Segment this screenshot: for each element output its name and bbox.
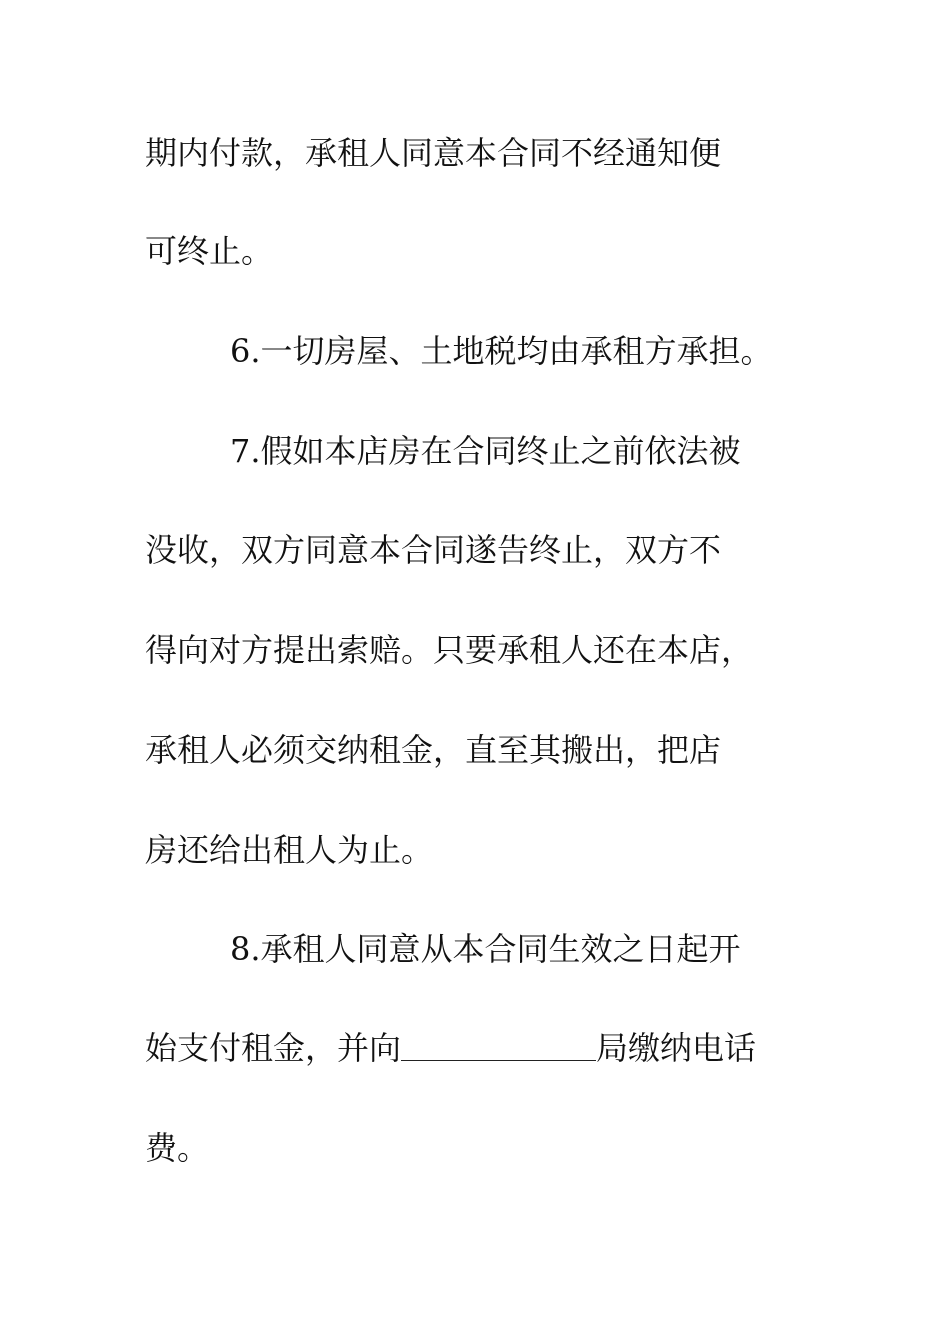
clause-7-line-3: 得向对方提出索赔。只要承租人还在本店， [145, 631, 754, 669]
paragraph-line-2: 可终止。 [145, 232, 274, 270]
clause-8-text-before-blank: 始支付租金，并向 [145, 1029, 402, 1067]
clause-7-line-4: 承租人必须交纳租金，直至其搬出，把店 [145, 731, 722, 769]
fill-in-blank [401, 1032, 596, 1061]
clause-6-line-1: 6.一切房屋、土地税均由承租方承担。 [230, 332, 773, 370]
paragraph-line-1: 期内付款，承租人同意本合同不经通知便 [145, 134, 722, 172]
clause-7-line-5: 房还给出租人为止。 [145, 831, 434, 869]
clause-8-line-3: 费。 [145, 1129, 210, 1167]
clause-7-line-2: 没收，双方同意本合同遂告终止，双方不 [145, 531, 722, 569]
clause-8-text-after-blank: 局缴纳电话 [596, 1029, 757, 1067]
clause-8-line-2 [145, 1028, 756, 1068]
clause-7-line-1: 7.假如本店房在合同终止之前依法被 [230, 432, 741, 470]
clause-8-line-1: 8.承租人同意从本合同生效之日起开 [230, 930, 741, 968]
